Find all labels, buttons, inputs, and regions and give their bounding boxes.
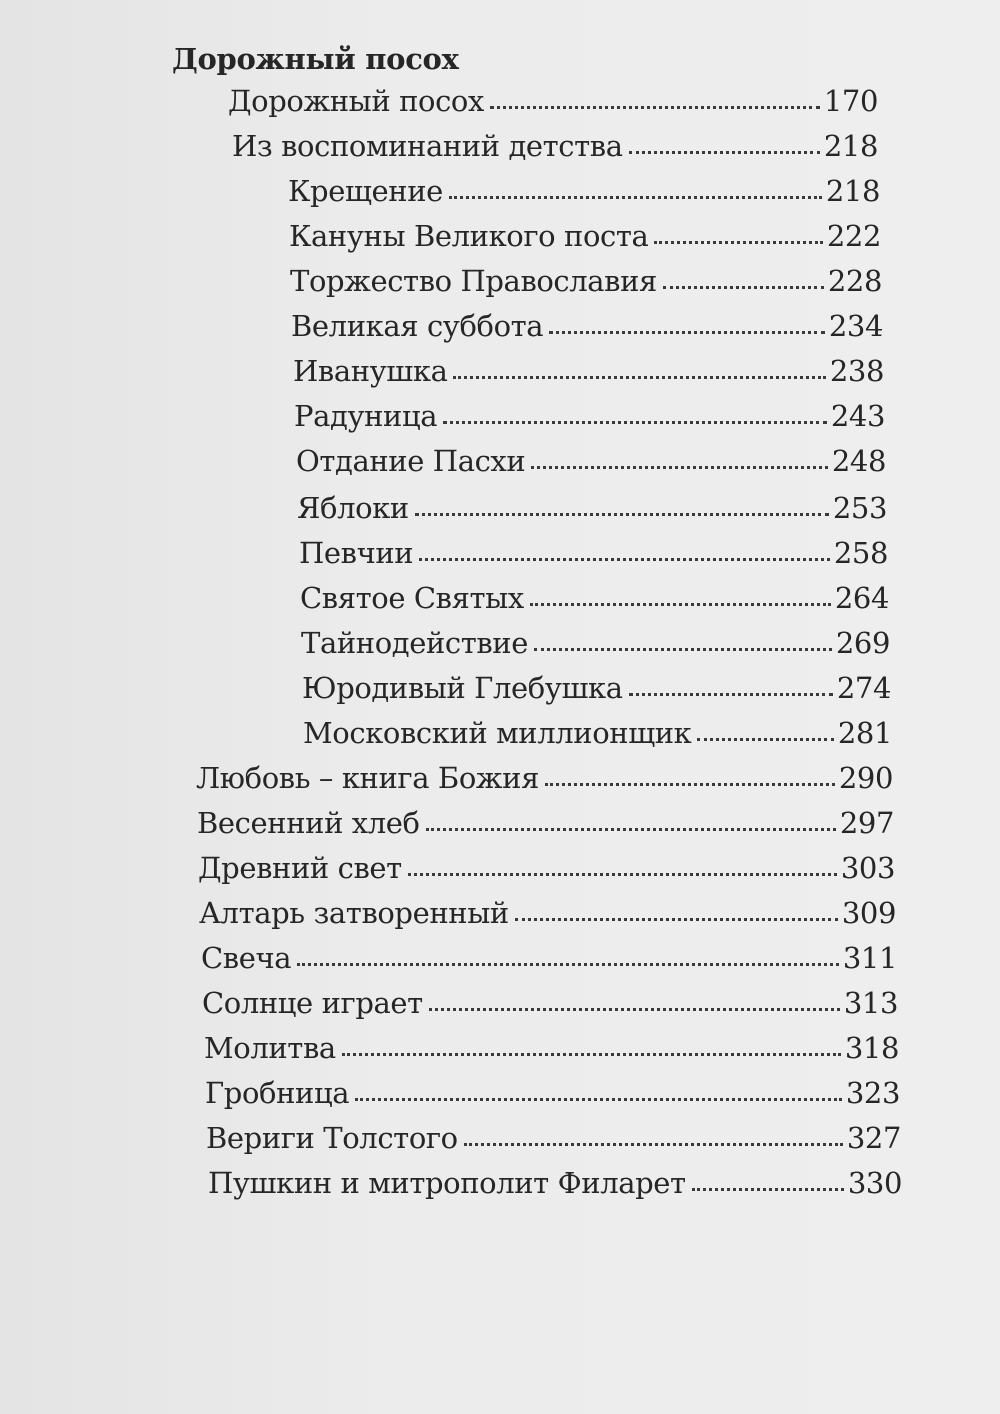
toc-entry-page: 248 <box>831 444 886 478</box>
toc-entry-page: 309 <box>841 896 896 930</box>
toc-entry-page: 327 <box>846 1121 901 1155</box>
toc-entry-title: Свеча <box>201 941 292 975</box>
toc-entry-page: 222 <box>826 219 881 253</box>
toc-entry-page: 264 <box>834 581 889 615</box>
toc-entry-page: 243 <box>830 399 885 433</box>
toc-entry-title: Дорожный посох <box>228 84 484 118</box>
dot-leader <box>464 1143 843 1146</box>
toc-entry-page: 318 <box>844 1031 899 1065</box>
toc-entry <box>199 890 896 930</box>
dot-leader <box>429 1008 840 1011</box>
toc-entry-page: 234 <box>828 309 883 343</box>
dot-leader <box>549 331 825 334</box>
toc-entry-title: Пушкин и митрополит Филарет <box>208 1166 686 1200</box>
toc-entry <box>290 258 882 298</box>
toc-entry <box>297 485 887 525</box>
toc-entry <box>232 123 878 163</box>
dot-leader <box>531 466 828 469</box>
toc-entry-title: Яблоки <box>297 491 409 525</box>
toc-entry <box>302 665 891 705</box>
toc-entry-page: 311 <box>842 941 897 975</box>
toc-entry-title: Древний свет <box>198 851 402 885</box>
dot-leader <box>654 241 822 244</box>
toc-entry-page: 281 <box>837 716 892 750</box>
toc-entry-title: Юродивый Глебушка <box>302 671 623 705</box>
toc-entry-title: Тайнодействие <box>301 626 528 660</box>
toc-entry <box>205 1070 900 1110</box>
toc-entry-title: Певчии <box>299 536 414 570</box>
dot-leader <box>342 1053 841 1056</box>
toc-entry <box>202 980 898 1020</box>
toc-entry <box>228 78 878 118</box>
toc-entry-title: Московский миллионщик <box>303 716 692 750</box>
toc-entry <box>201 935 897 975</box>
dot-leader <box>415 513 829 516</box>
dot-leader <box>490 106 820 109</box>
dot-leader <box>697 738 833 741</box>
toc-entry <box>299 530 888 570</box>
toc-entry <box>301 620 890 660</box>
toc-section-title: Дорожный посох <box>172 42 459 76</box>
toc-entry-page: 228 <box>827 264 882 298</box>
toc-entry-title: Молитва <box>204 1031 336 1065</box>
toc-entry <box>197 800 894 840</box>
toc-entry-title: Радуница <box>294 399 438 433</box>
toc-entry-title: Солнце играет <box>202 986 423 1020</box>
toc-entry-page: 313 <box>843 986 898 1020</box>
toc-entry <box>293 348 884 388</box>
dot-leader <box>443 421 827 424</box>
toc-entry-page: 297 <box>839 806 894 840</box>
toc-entry-page: 218 <box>825 174 880 208</box>
dot-leader <box>453 376 825 379</box>
bleed-through-shadow <box>560 46 980 76</box>
toc-entry-page: 290 <box>838 761 893 795</box>
toc-entry <box>206 1115 901 1155</box>
toc-entry <box>204 1025 899 1065</box>
dot-leader <box>297 963 839 966</box>
toc-entry <box>208 1160 902 1200</box>
toc-entry-title: Вериги Толстого <box>206 1121 458 1155</box>
toc-entry-title: Отдание Пасхи <box>296 444 526 478</box>
toc-entry-page: 253 <box>832 491 887 525</box>
dot-leader <box>449 196 822 199</box>
toc-entry-page: 323 <box>845 1076 900 1110</box>
toc-entry-title: Торжество Православия <box>290 264 657 298</box>
toc-entry-title: Из воспоминаний детства <box>232 129 623 163</box>
dot-leader <box>629 693 833 696</box>
toc-entry-title: Иванушка <box>293 354 448 388</box>
toc-entry <box>303 710 892 750</box>
toc-entry <box>296 438 886 478</box>
toc-entry-title: Любовь – книга Божия <box>196 761 539 795</box>
toc-entry-page: 218 <box>823 129 878 163</box>
toc-entry-title: Гробница <box>205 1076 350 1110</box>
toc-entry-page: 330 <box>847 1166 902 1200</box>
dot-leader <box>534 648 832 651</box>
dot-leader <box>663 286 824 289</box>
toc-entry-page: 303 <box>840 851 895 885</box>
toc-entry-title: Святое Святых <box>300 581 524 615</box>
dot-leader <box>692 1188 844 1191</box>
toc-entry-page: 274 <box>836 671 891 705</box>
dot-leader <box>408 873 837 876</box>
toc-entry-page: 238 <box>829 354 884 388</box>
dot-leader <box>419 558 830 561</box>
toc-entry-page: 258 <box>833 536 888 570</box>
dot-leader <box>545 783 835 786</box>
toc-entry-page: 170 <box>823 84 878 118</box>
toc-entry-title: Кануны Великого поста <box>289 219 649 253</box>
toc-entry <box>198 845 895 885</box>
dot-leader <box>426 828 836 831</box>
toc-entry-title: Весенний хлеб <box>197 806 420 840</box>
dot-leader <box>530 603 831 606</box>
toc-entry <box>288 168 880 208</box>
dot-leader <box>515 918 838 921</box>
toc-entry <box>291 303 883 343</box>
toc-entry <box>196 755 893 795</box>
toc-entry <box>300 575 889 615</box>
toc-entry <box>289 213 881 253</box>
toc-entry-title: Великая суббота <box>291 309 544 343</box>
toc-entry-title: Алтарь затворенный <box>199 896 509 930</box>
dot-leader <box>629 151 820 154</box>
toc-entry-page: 269 <box>835 626 890 660</box>
toc-entry <box>294 393 885 433</box>
dot-leader <box>355 1098 842 1101</box>
toc-entry-title: Крещение <box>288 174 443 208</box>
